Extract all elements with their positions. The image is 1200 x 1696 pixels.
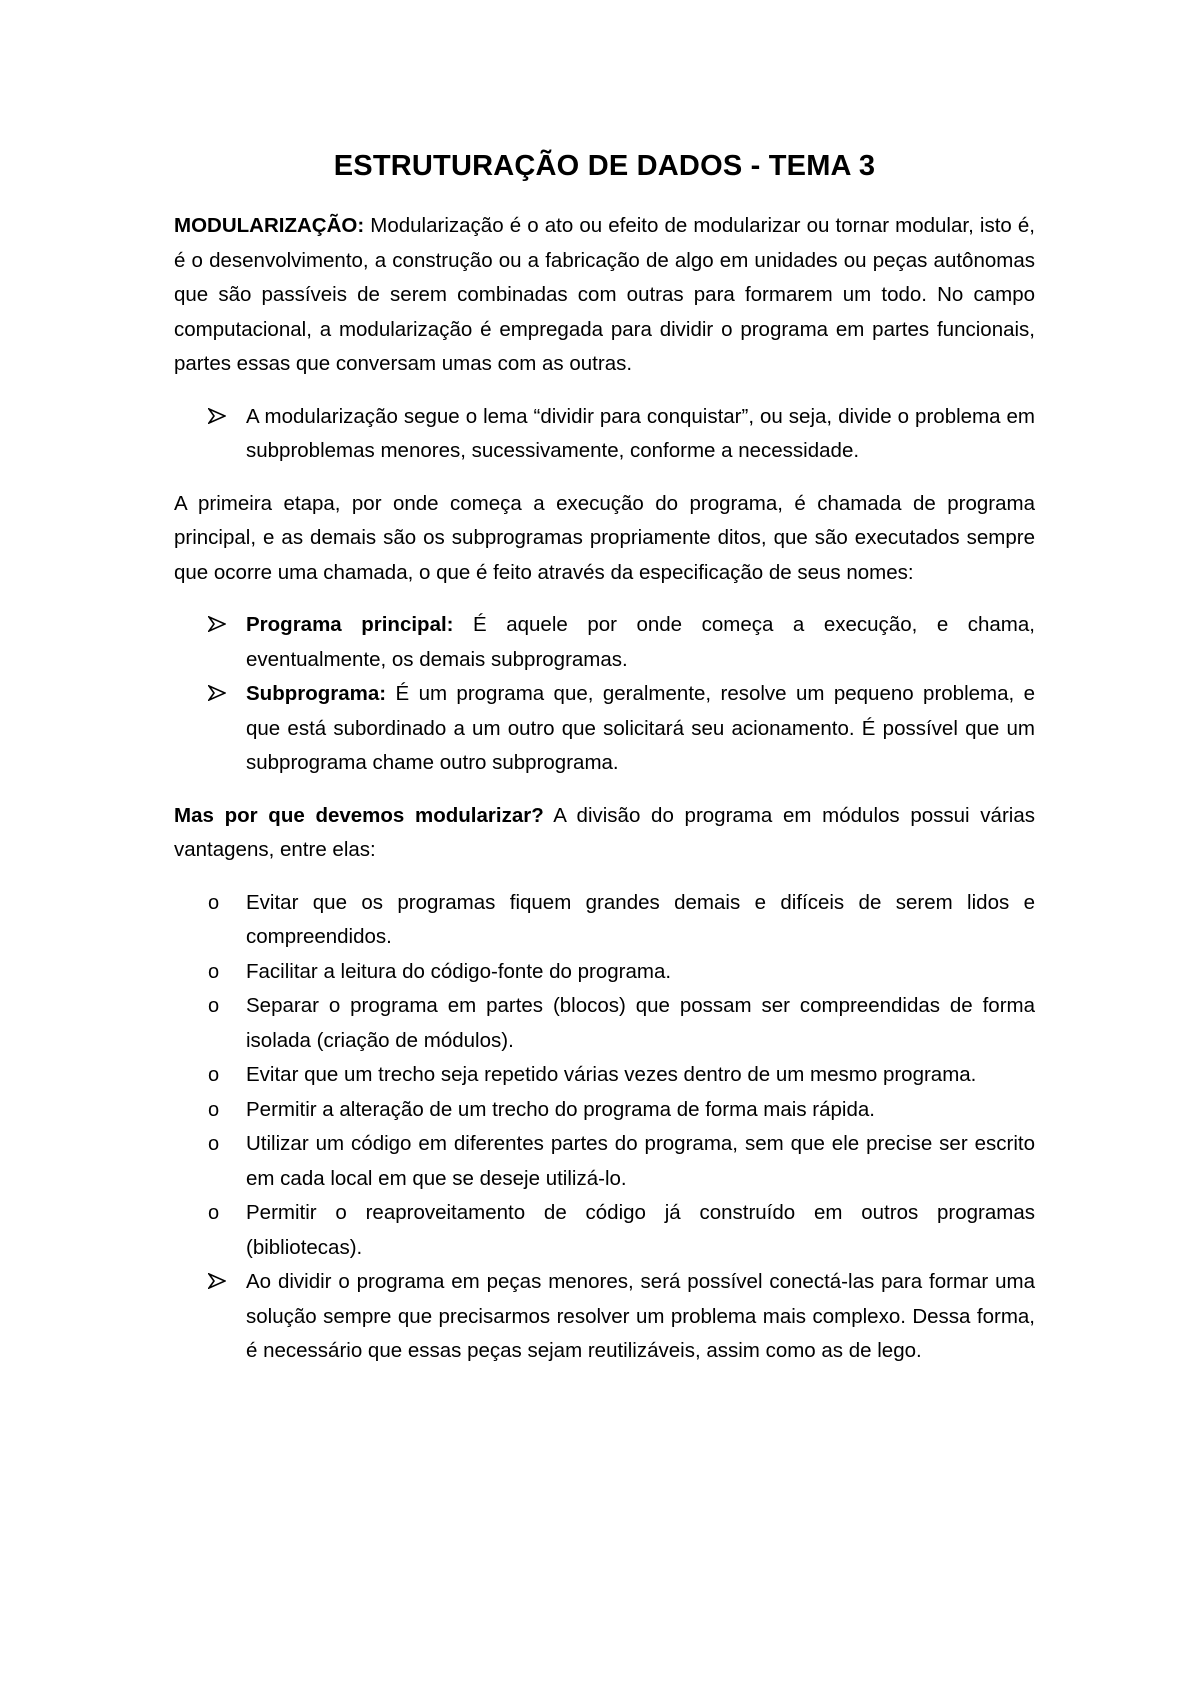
- circle-bullet-marker: o: [208, 1064, 220, 1086]
- intro-paragraph: [174, 209, 1035, 382]
- question-paragraph: [174, 799, 1035, 868]
- circle-bullet-marker: o: [208, 995, 220, 1017]
- definition-label: Programa principal:: [246, 613, 454, 636]
- list-item: [208, 1058, 1035, 1093]
- arrowhead-bullet-icon: [208, 400, 232, 435]
- circle-bullet-marker: o: [208, 891, 220, 914]
- arrowhead-bullet-icon: [208, 1265, 232, 1300]
- question-label: Mas por que devemos modularizar?: [174, 803, 544, 827]
- arrowhead-bullet-icon: [208, 677, 232, 712]
- list-item: [208, 1196, 1035, 1265]
- paragraph-main-program: A primeira etapa, por onde começa a execução do programa, é chamada de programa principal, e as demais são os subprogramas propriamente ditos, que são executados sempre que ocorre uma chamada, o que é feito através da especificação de seus nomes:: [174, 491, 1035, 584]
- circle-bullet-marker: o: [208, 1202, 220, 1224]
- intro-text: Modularização é o ato ou efeito de modularizar ou tornar modular, isto é, é o desenvolvimento, a construção ou a fabricação de algo em unidades ou peças autônomas que são passíveis de serem combinadas com outras para formarem um todo. No campo computacional, a modularização é empregada para dividir o programa em partes funcionais, partes essas que conversam umas com as outras.: [174, 214, 1035, 375]
- bullet-text: A modularização segue o lema “dividir para conquistar”, ou seja, divide o problema em subproblemas menores, sucessivamente, conforme a necessidade.: [246, 404, 1035, 462]
- definition-label: Subprograma:: [246, 682, 387, 705]
- bullet-list-1: [174, 400, 1035, 469]
- circle-bullet-marker: o: [208, 1098, 220, 1121]
- list-item: [246, 400, 1035, 469]
- list-item: [208, 886, 1035, 955]
- list-item: [208, 955, 1035, 990]
- list-item: [246, 608, 1035, 677]
- arrowhead-bullet-icon: [208, 608, 232, 643]
- advantage-text: Separar o programa em partes (blocos) que possam ser compreendidas de forma isolada (criação de módulos).: [246, 994, 1035, 1052]
- circle-bullet-marker: o: [208, 1133, 220, 1155]
- advantage-text: Utilizar um código em diferentes partes do programa, sem que ele precise ser escrito em cada local em que se deseje utilizá-lo.: [246, 1132, 1035, 1190]
- list-item: [208, 989, 1035, 1058]
- advantage-text: Permitir a alteração de um trecho do programa de forma mais rápida.: [246, 1097, 875, 1121]
- list-item: [246, 677, 1035, 781]
- definition-text: É aquele por onde começa a execução, e chama, eventualmente, os demais subprogramas.: [246, 613, 1035, 671]
- advantage-text: Permitir o reaproveitamento de código já construído em outros programas (bibliotecas).: [246, 1201, 1035, 1259]
- advantage-text: Evitar que um trecho seja repetido várias vezes dentro de um mesmo programa.: [246, 1063, 977, 1086]
- question-text: A divisão do programa em módulos possui várias vantagens, entre elas:: [174, 803, 1035, 861]
- page-title: ESTRUTURAÇÃO DE DADOS - TEMA 3: [333, 150, 876, 182]
- circle-bullet-marker: o: [208, 960, 220, 983]
- definition-text: É um programa que, geralmente, resolve um pequeno problema, e que está subordinado a um outro que solicitará seu acionamento. É possível que um subprograma chame outro subprograma.: [246, 682, 1035, 774]
- list-item: [208, 1127, 1035, 1196]
- advantages-list: [174, 886, 1035, 1369]
- definitions-list: [174, 608, 1035, 781]
- advantage-text: Evitar que os programas fiquem grandes demais e difíceis de serem lidos e compreendidos.: [246, 890, 1035, 948]
- final-bullet-text: Ao dividir o programa em peças menores, será possível conectá-las para formar uma solução sempre que precisarmos resolver um problema mais complexo. Dessa forma, é necessário que essas peças sejam reutilizáveis, assim como as de lego.: [246, 1270, 1035, 1362]
- intro-label: MODULARIZAÇÃO:: [174, 214, 365, 237]
- list-item: [208, 1093, 1035, 1128]
- advantage-text: Facilitar a leitura do código-fonte do programa.: [246, 959, 672, 983]
- list-item: [246, 1265, 1035, 1369]
